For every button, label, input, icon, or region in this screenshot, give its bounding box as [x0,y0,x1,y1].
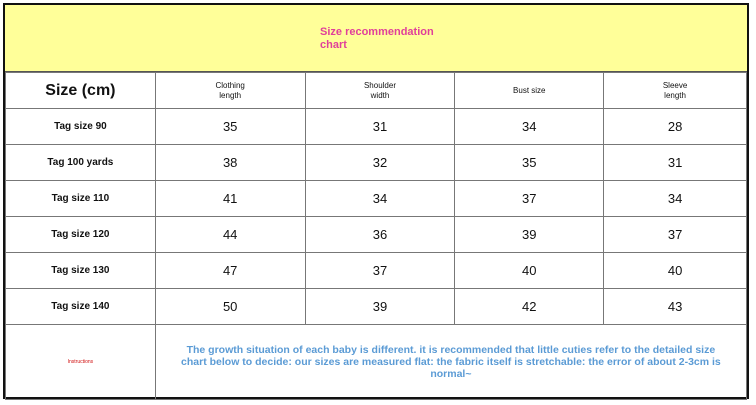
table-row [6,217,747,253]
table-cell: 35 [155,109,305,145]
size-chart [3,3,749,399]
title-band [5,5,747,72]
size-table [5,72,747,400]
row-label: Tag size 120 [6,217,156,253]
table-cell: 34 [305,181,455,217]
instructions-label: Instructions [6,325,156,400]
instructions-row [6,325,747,400]
table-cell: 41 [155,181,305,217]
table-cell: 35 [455,145,604,181]
table-cell: 37 [604,217,747,253]
table-cell: 42 [455,289,604,325]
table-cell: 50 [155,289,305,325]
table-cell: 40 [455,253,604,289]
table-cell: 34 [455,109,604,145]
table-row [6,289,747,325]
header-row [6,73,747,109]
row-label: Tag size 110 [6,181,156,217]
table-cell: 31 [305,109,455,145]
table-cell: 44 [155,217,305,253]
clothing-length-header: Clothing length [155,73,305,109]
table-cell: 40 [604,253,747,289]
sleeve-length-header: Sleeve length [604,73,747,109]
bust-size-header: Bust size [455,73,604,109]
table-cell: 32 [305,145,455,181]
table-cell: 36 [305,217,455,253]
table-cell: 37 [305,253,455,289]
row-label: Tag size 140 [6,289,156,325]
row-label: Tag size 130 [6,253,156,289]
instructions-text: The growth situation of each baby is different. it is recommended that little cuties refer to the detailed size chart below to decide: our sizes are measured flat: the fabric itself is stretchable: the error of about 2-3cm is normal~ [155,325,746,400]
shoulder-width-header: Shoulder width [305,73,455,109]
table-cell: 39 [455,217,604,253]
table-cell: 38 [155,145,305,181]
row-label: Tag size 90 [6,109,156,145]
table-row [6,109,747,145]
size-column-header: Size (cm) [6,73,156,109]
table-cell: 28 [604,109,747,145]
table-row [6,181,747,217]
table-cell: 37 [455,181,604,217]
table-cell: 47 [155,253,305,289]
chart-title: Size recommendation chart [320,26,434,51]
table-row [6,145,747,181]
row-label: Tag 100 yards [6,145,156,181]
table-cell: 34 [604,181,747,217]
table-cell: 39 [305,289,455,325]
table-cell: 31 [604,145,747,181]
table-row [6,253,747,289]
table-cell: 43 [604,289,747,325]
